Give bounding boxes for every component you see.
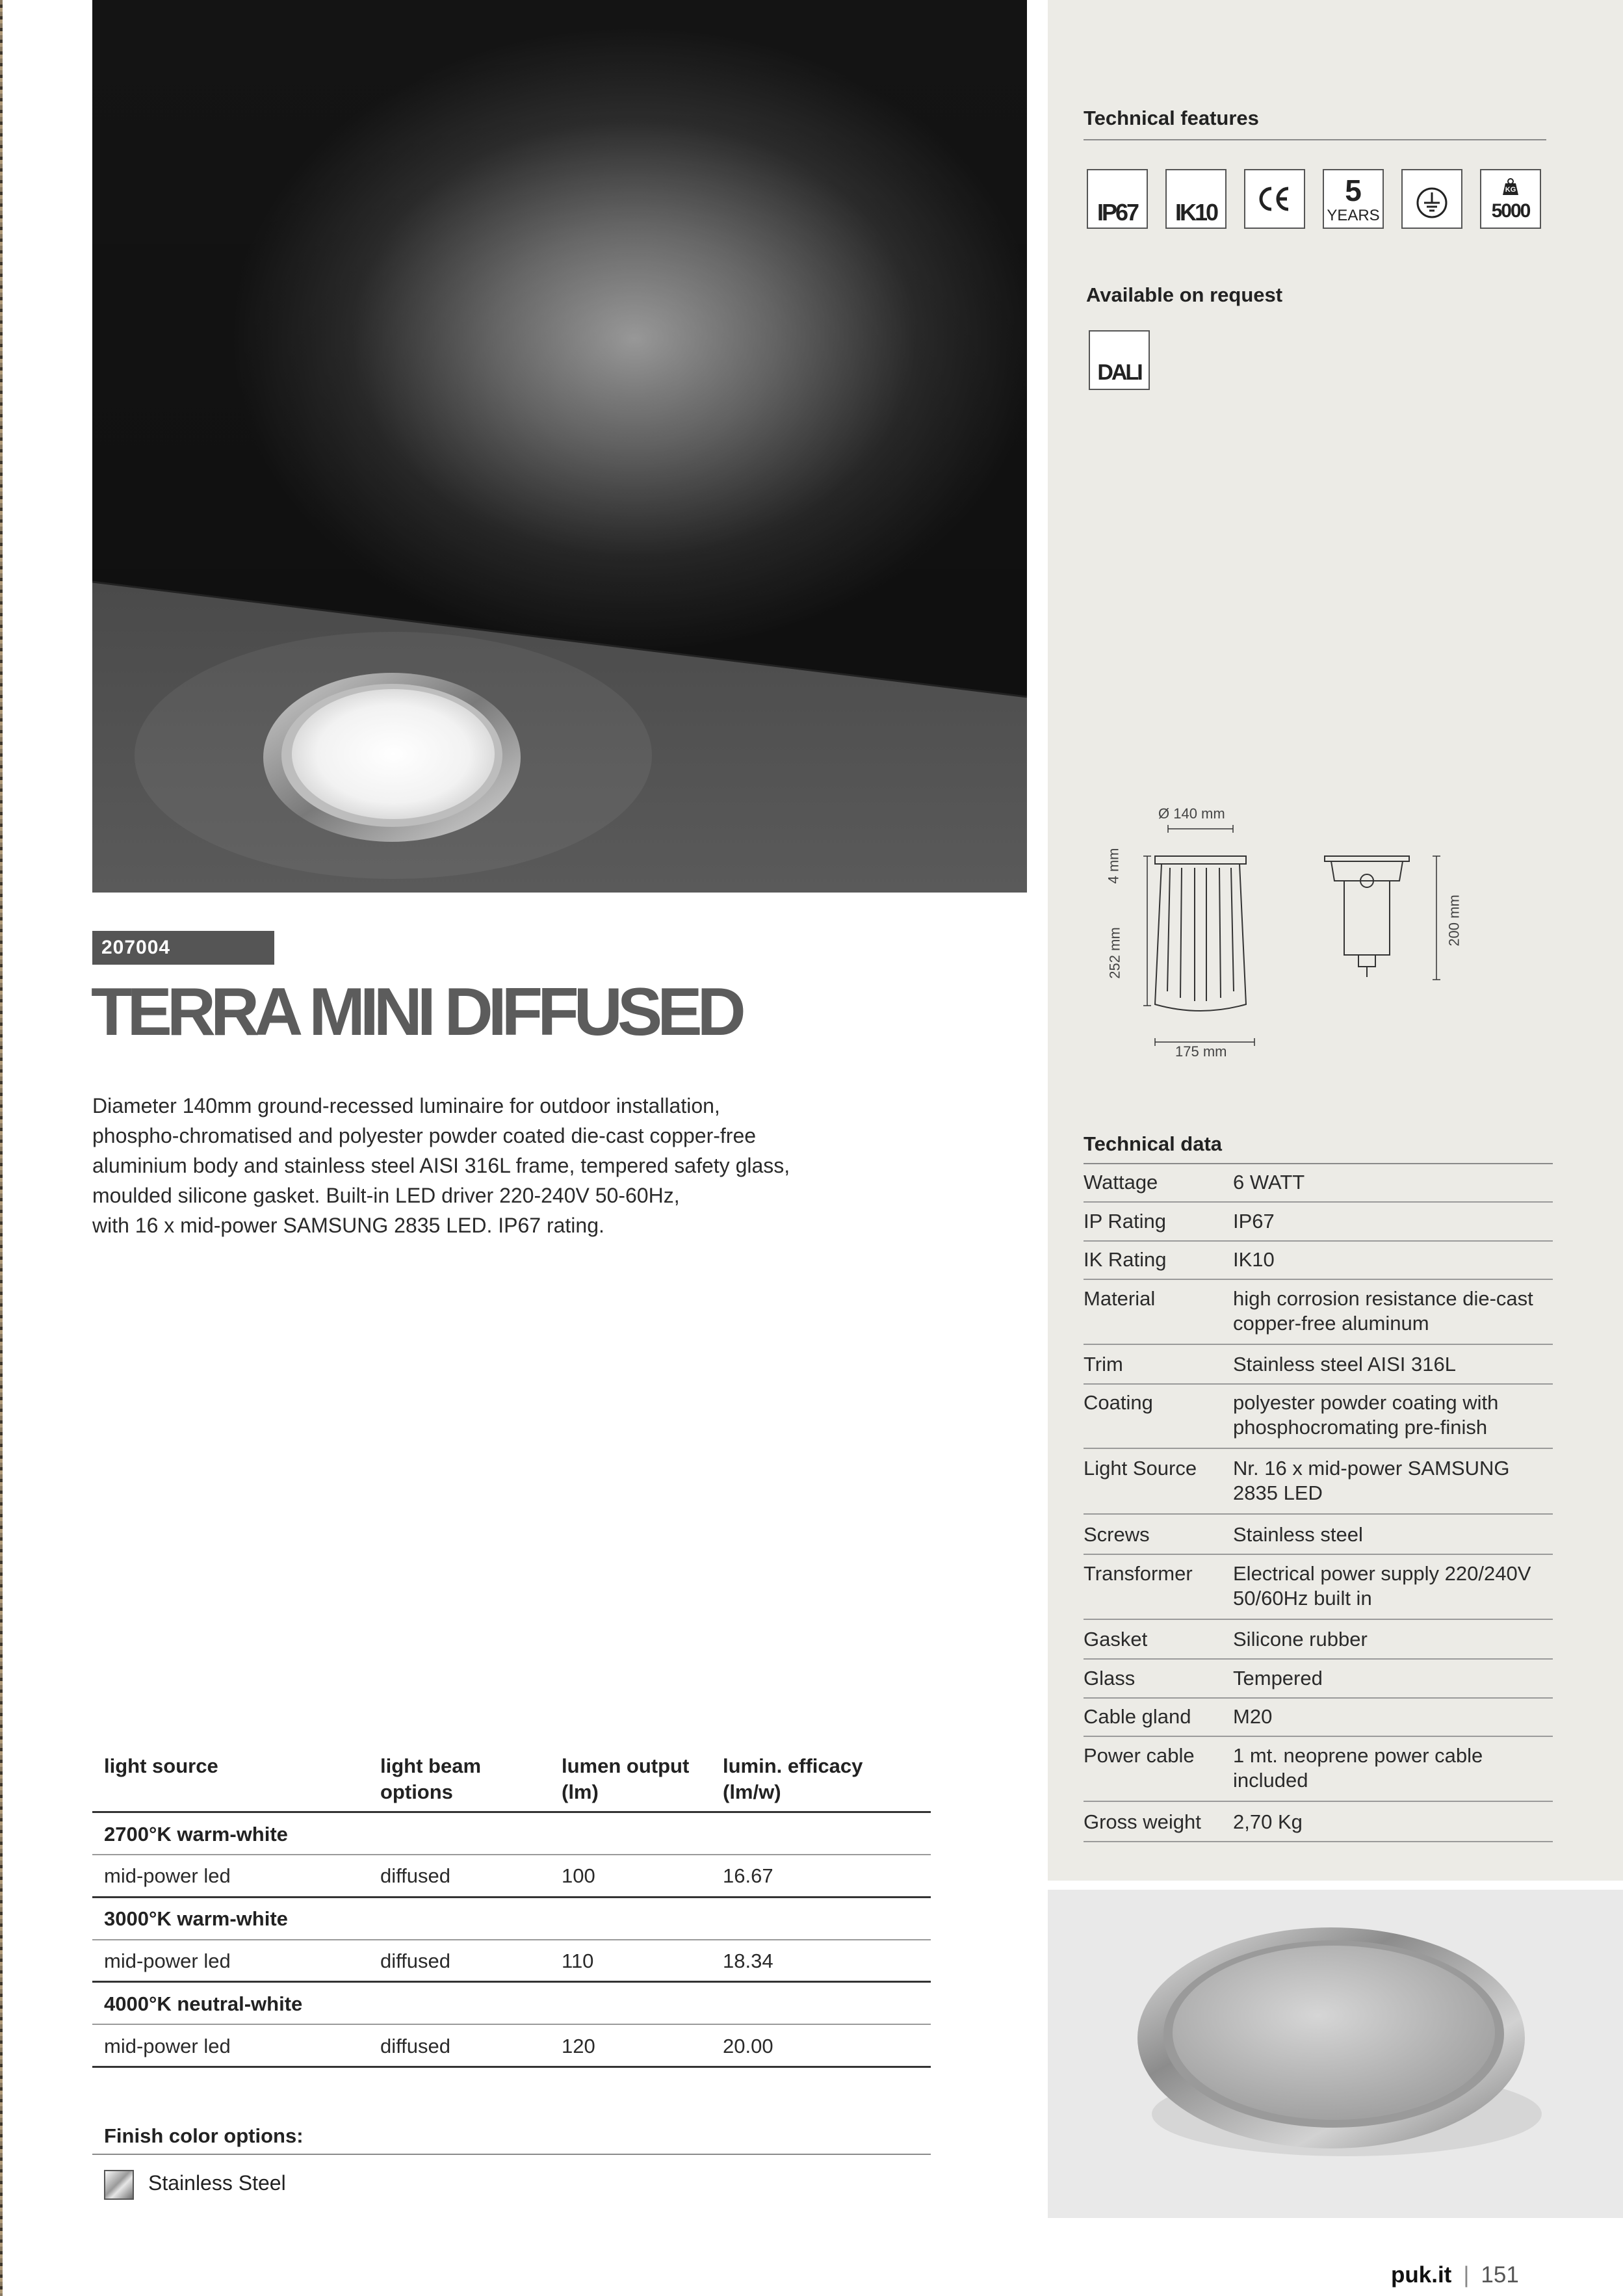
specs-group-title: 2700°K warm-white	[104, 1823, 288, 1846]
technical-data-row	[1084, 1170, 1553, 1203]
tech-label: Transformer	[1084, 1562, 1193, 1585]
tech-value: 1 mt. neoprene power cable included	[1233, 1744, 1483, 1792]
earth-ground-glyph	[1403, 170, 1461, 228]
technical-data-rule	[1084, 1163, 1553, 1164]
specs-header-lumen-output: lumen output (lm)	[562, 1755, 690, 1803]
specs-cell-efficacy: 16.67	[723, 1864, 773, 1887]
dali-icon	[1089, 330, 1150, 390]
technical-data-row	[1084, 1286, 1553, 1345]
ik10-icon	[1165, 169, 1227, 229]
tech-value: M20	[1233, 1705, 1273, 1728]
technical-features-rule	[1084, 139, 1546, 140]
product-detail-scene	[1048, 1890, 1623, 2218]
technical-data-row	[1084, 1456, 1553, 1515]
description-line: moulded silicone gasket. Built-in LED driver 220-240V 50-60Hz,	[92, 1184, 680, 1207]
tech-label: Gasket	[1084, 1628, 1148, 1650]
technical-data-row	[1084, 1810, 1553, 1842]
warranty-number: 5	[1345, 174, 1362, 207]
specs-cell-lumen: 120	[562, 2035, 595, 2057]
tech-value: Tempered	[1233, 1667, 1323, 1689]
product-title: TERRA MINI DIFFUSED	[91, 974, 741, 1050]
finish-options-rule	[92, 2154, 931, 2155]
specs-header-luminous-efficacy: lumin. efficacy (lm/w)	[723, 1755, 863, 1803]
specs-header-light-source: light source	[104, 1755, 218, 1777]
description-line: with 16 x mid-power SAMSUNG 2835 LED. IP67 rating.	[92, 1214, 604, 1237]
technical-data-row	[1084, 1704, 1553, 1737]
page-edge-strip	[0, 0, 3, 2296]
tech-value: Silicone rubber	[1233, 1628, 1368, 1650]
finish-options-heading: Finish color options:	[104, 2124, 304, 2147]
tech-value: IK10	[1233, 1248, 1275, 1271]
product-description	[92, 1091, 911, 1240]
technical-data-row	[1084, 1666, 1553, 1699]
specs-group-title: 4000°K neutral-white	[104, 1992, 303, 2015]
product-photo	[92, 0, 1027, 893]
tech-value: Stainless steel	[1233, 1523, 1363, 1546]
tech-value: Nr. 16 x mid-power SAMSUNG 2835 LED	[1233, 1457, 1510, 1504]
specs-cell-source: mid-power led	[104, 1864, 231, 1887]
technical-data-row	[1084, 1209, 1553, 1242]
specs-cell-source: mid-power led	[104, 1950, 231, 1972]
ce-mark-icon	[1244, 169, 1305, 229]
warranty-years-text: YEARS	[1327, 207, 1380, 224]
technical-data-row	[1084, 1352, 1553, 1385]
tech-label: Screws	[1084, 1523, 1150, 1546]
tech-value: IP67	[1233, 1210, 1275, 1233]
tech-value: Stainless steel AISI 316L	[1233, 1353, 1456, 1376]
specs-cell-efficacy: 20.00	[723, 2035, 773, 2057]
tech-label: Light Source	[1084, 1457, 1197, 1480]
dali-icon-text: DALI	[1097, 360, 1141, 385]
product-code-badge: 207004	[92, 931, 274, 965]
dimension-diameter: Ø 140 mm	[1158, 805, 1225, 822]
technical-data-row	[1084, 1743, 1553, 1802]
weight-kg-badge: KG	[1505, 186, 1516, 194]
tech-value: high corrosion resistance die-cast copper-free aluminum	[1233, 1287, 1533, 1335]
tech-value: 6 WATT	[1233, 1171, 1305, 1194]
specs-cell-source: mid-power led	[104, 2035, 231, 2057]
tech-label: Wattage	[1084, 1171, 1158, 1194]
footer-site: puk.it	[1391, 2262, 1452, 2288]
dimension-width: 175 mm	[1175, 1043, 1227, 1060]
weight-5000-icon	[1480, 169, 1541, 229]
tech-label: Glass	[1084, 1667, 1136, 1689]
description-line: phospho-chromatised and polyester powder coated die-cast copper-free	[92, 1124, 757, 1147]
stainless-steel-swatch	[104, 2170, 134, 2200]
technical-data-row	[1084, 1561, 1553, 1620]
specs-rule	[92, 1854, 931, 1855]
page-number: 151	[1481, 2262, 1519, 2288]
tech-value: Electrical power supply 220/240V 50/60Hz built in	[1233, 1562, 1531, 1610]
dimension-total-height: 252 mm	[1106, 927, 1123, 979]
tech-value: 2,70 Kg	[1233, 1810, 1303, 1833]
specs-rule	[92, 1939, 931, 1940]
product-photo-scene	[92, 0, 1027, 893]
specs-cell-beam: diffused	[380, 2035, 451, 2057]
specs-cell-lumen: 110	[562, 1950, 594, 1972]
footer-separator: |	[1463, 2262, 1470, 2288]
tech-label: Coating	[1084, 1391, 1153, 1414]
specs-group-title: 3000°K warm-white	[104, 1907, 288, 1930]
technical-data-row	[1084, 1522, 1553, 1555]
technical-data-row	[1084, 1247, 1553, 1280]
tech-value: polyester powder coating with phosphocromating pre-finish	[1233, 1391, 1499, 1439]
specs-header-light-beam: light beam options	[380, 1755, 482, 1803]
specs-cell-efficacy: 18.34	[723, 1950, 773, 1972]
earth-ground-icon	[1401, 169, 1462, 229]
ce-mark-glyph	[1245, 170, 1304, 228]
description-line: Diameter 140mm ground-recessed luminaire for outdoor installation,	[92, 1094, 720, 1117]
tech-label: Power cable	[1084, 1744, 1195, 1767]
technical-data-row	[1084, 1390, 1553, 1449]
specs-cell-beam: diffused	[380, 1950, 451, 1972]
dimension-flange: 4 mm	[1105, 848, 1122, 884]
page-footer	[1391, 2262, 1519, 2288]
dimension-drawing	[1079, 796, 1482, 1082]
specs-rule-strong	[92, 1896, 931, 1898]
available-on-request-heading: Available on request	[1086, 283, 1283, 306]
tech-label: Trim	[1084, 1353, 1123, 1376]
description-line: aluminium body and stainless steel AISI 316L frame, tempered safety glass,	[92, 1154, 790, 1177]
weight-5000-text: 5000	[1491, 200, 1530, 222]
specs-cell-lumen: 100	[562, 1864, 595, 1887]
ip67-icon-text: IP67	[1097, 199, 1138, 226]
specs-rule	[92, 2024, 931, 2025]
specs-rule-strong	[92, 1981, 931, 1983]
finish-option-label: Stainless Steel	[148, 2171, 286, 2195]
ip67-icon	[1087, 169, 1148, 229]
tech-label: Cable gland	[1084, 1705, 1191, 1728]
dimension-body-height: 200 mm	[1446, 894, 1462, 946]
specs-rule-strong	[92, 2066, 931, 2068]
warranty-5-years-icon	[1323, 169, 1384, 229]
tech-label: Material	[1084, 1287, 1156, 1310]
specs-rule-strong	[92, 1811, 931, 1813]
specs-cell-beam: diffused	[380, 1864, 451, 1887]
technical-data-row	[1084, 1627, 1553, 1660]
technical-data-heading: Technical data	[1084, 1132, 1223, 1155]
tech-label: IP Rating	[1084, 1210, 1166, 1233]
ik10-icon-text: IK10	[1175, 199, 1217, 226]
technical-drawing	[1079, 796, 1482, 1086]
product-detail-photo	[1048, 1890, 1623, 2218]
technical-features-heading: Technical features	[1084, 107, 1259, 129]
tech-label: Gross weight	[1084, 1810, 1201, 1833]
tech-label: IK Rating	[1084, 1248, 1167, 1271]
